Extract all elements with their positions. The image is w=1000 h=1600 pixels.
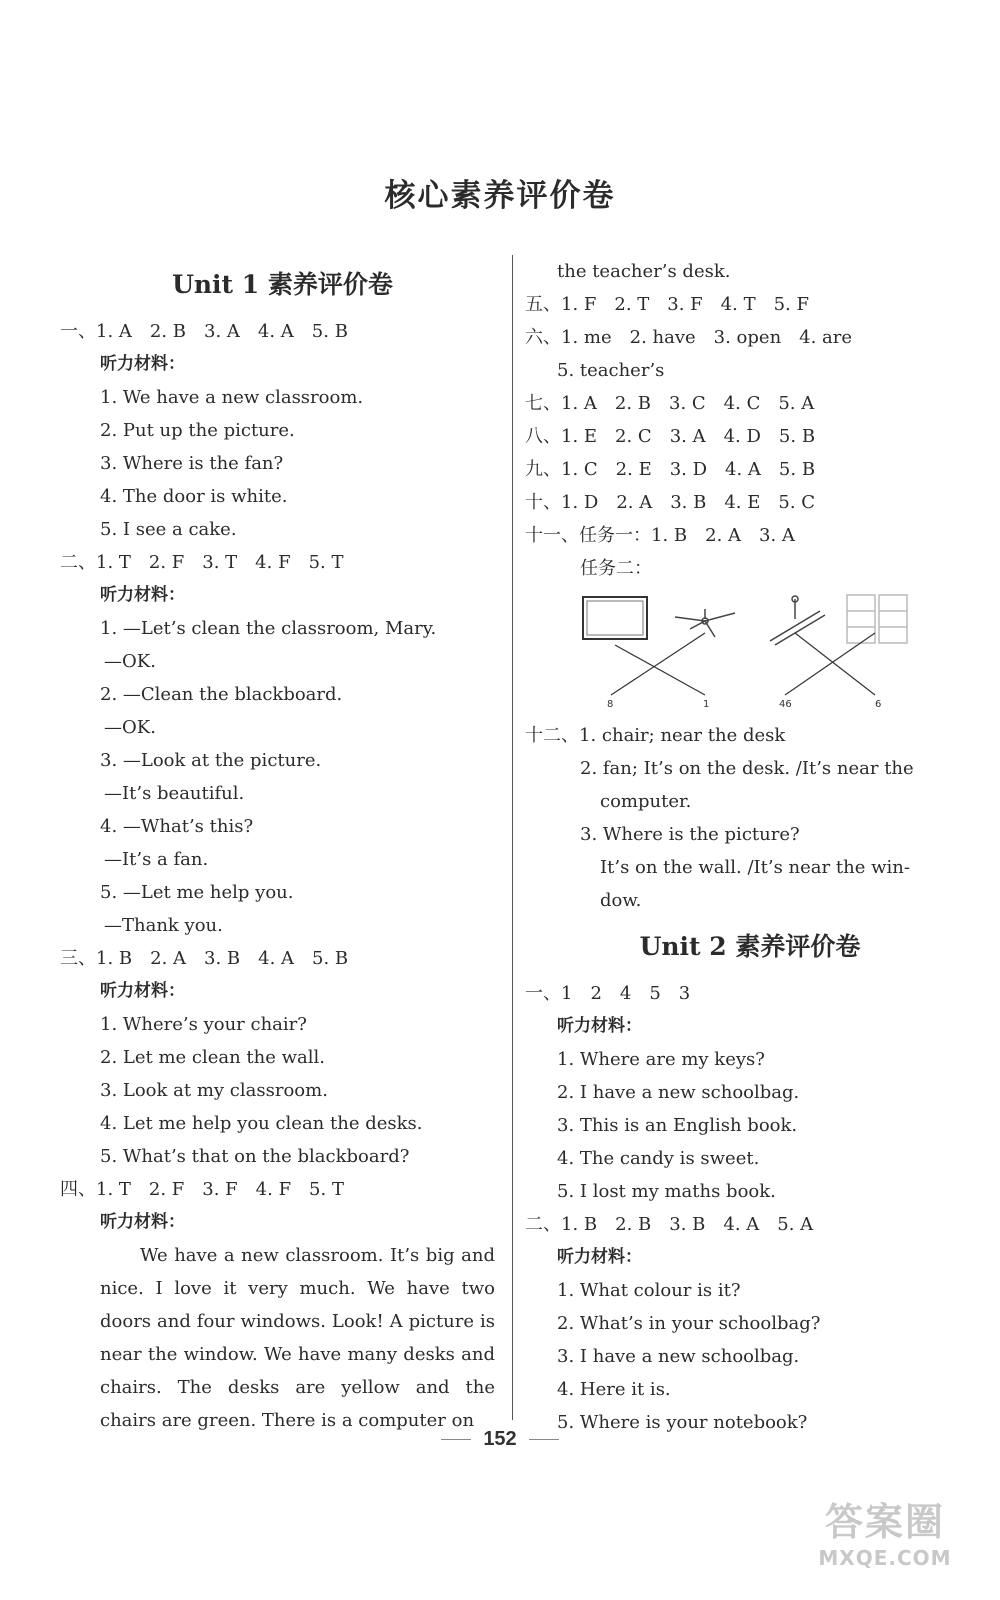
page-number-text: 152 bbox=[483, 1428, 517, 1450]
list-item: 3. I have a new schoolbag. bbox=[557, 1346, 800, 1367]
answer-row: 六、1. me 2. have 3. open 4. are bbox=[525, 327, 853, 348]
list-item: 4. The door is white. bbox=[100, 486, 288, 507]
watermark-logo: 答案圈 bbox=[824, 1500, 945, 1544]
faded-image bbox=[847, 595, 907, 643]
list-item: 2. Put up the picture. bbox=[100, 420, 295, 441]
list-item: 5. I see a cake. bbox=[100, 519, 237, 540]
answer-row: 5. teacher’s bbox=[557, 360, 665, 381]
list-item: 3. Where is the fan? bbox=[100, 453, 284, 474]
watermark-url: MXQE.COM bbox=[818, 1546, 952, 1570]
column-divider bbox=[512, 255, 513, 1420]
list-item: —OK. bbox=[104, 651, 156, 672]
list-item: 2. Let me clean the wall. bbox=[100, 1047, 326, 1068]
blackboard-icon bbox=[583, 597, 647, 639]
list-item: 2. —Clean the blackboard. bbox=[100, 684, 343, 705]
answer-row: 十一、任务一：1. B 2. A 3. A bbox=[525, 525, 795, 546]
list-item: 5. —Let me help you. bbox=[100, 882, 294, 903]
list-item: 5. Where is your notebook? bbox=[557, 1412, 808, 1433]
list-item: 4. Here it is. bbox=[557, 1379, 671, 1400]
figure-label: 1 bbox=[703, 699, 710, 709]
answer-row: 四、1. T 2. F 3. F 4. F 5. T bbox=[60, 1179, 344, 1200]
answer-row: 十二、1. chair; near the desk bbox=[525, 725, 786, 746]
list-item: 3. Where is the picture? bbox=[580, 824, 800, 845]
answer-row: 十、1. D 2. A 3. B 4. E 5. C bbox=[525, 492, 816, 513]
list-item: 2. What’s in your schoolbag? bbox=[557, 1313, 821, 1334]
list-item: 3. This is an English book. bbox=[557, 1115, 798, 1136]
dash-right bbox=[529, 1439, 559, 1440]
listening-label: 听力材料： bbox=[557, 1016, 642, 1036]
page-number bbox=[0, 1428, 1000, 1451]
page-title: 核心素养评价卷 bbox=[384, 178, 616, 214]
list-item: 3. Look at my classroom. bbox=[100, 1080, 328, 1101]
list-item: It’s on the wall. /It’s near the win- bbox=[600, 857, 910, 878]
list-item: 4. Let me help you clean the desks. bbox=[100, 1113, 423, 1134]
unit2-title: Unit 2 素养评价卷 bbox=[639, 932, 861, 961]
list-item: 2. fan; It’s on the desk. /It’s near the bbox=[580, 758, 914, 779]
answer-row: 一、1. A 2. B 3. A 4. A 5. B bbox=[60, 321, 348, 342]
list-item: —OK. bbox=[104, 717, 156, 738]
list-item: 1. —Let’s clean the classroom, Mary. bbox=[100, 618, 437, 639]
left-column bbox=[60, 255, 505, 1437]
listening-passage bbox=[60, 1239, 505, 1437]
answer-row: 五、1. F 2. T 3. F 4. T 5. F bbox=[525, 294, 809, 315]
list-item: 4. The candy is sweet. bbox=[557, 1148, 760, 1169]
list-item: 1. We have a new classroom. bbox=[100, 387, 364, 408]
list-item: the teacher’s desk. bbox=[557, 261, 731, 282]
figure-label: 8 bbox=[607, 699, 614, 709]
list-item: 5. I lost my maths book. bbox=[557, 1181, 776, 1202]
light-icon bbox=[770, 596, 825, 645]
figure-label: 6 bbox=[875, 699, 882, 709]
list-item: 1. Where are my keys? bbox=[557, 1049, 765, 1070]
listening-label: 听力材料： bbox=[100, 1212, 185, 1232]
listening-label: 听力材料： bbox=[557, 1247, 642, 1267]
answer-row: 三、1. B 2. A 3. B 4. A 5. B bbox=[60, 948, 349, 969]
listening-label: 听力材料： bbox=[100, 981, 185, 1001]
task-label: 任务二： bbox=[580, 558, 652, 579]
answer-row: 一、1 2 4 5 3 bbox=[525, 983, 691, 1004]
listening-label: 听力材料： bbox=[100, 585, 185, 605]
unit1-title: Unit 1 素养评价卷 bbox=[172, 270, 393, 299]
list-item: —It’s a fan. bbox=[104, 849, 209, 870]
matching-lines bbox=[611, 633, 875, 695]
list-item: 3. —Look at the picture. bbox=[100, 750, 322, 771]
watermark bbox=[790, 1491, 980, 1570]
list-item: 5. What’s that on the blackboard? bbox=[100, 1146, 410, 1167]
list-item: 2. I have a new schoolbag. bbox=[557, 1082, 800, 1103]
answer-row: 九、1. C 2. E 3. D 4. A 5. B bbox=[525, 459, 816, 480]
list-item: dow. bbox=[600, 890, 642, 911]
figure-label: 46 bbox=[779, 699, 792, 709]
listening-label: 听力材料： bbox=[100, 354, 185, 374]
matching-figure bbox=[575, 589, 975, 709]
answer-row: 八、1. E 2. C 3. A 4. D 5. B bbox=[525, 426, 816, 447]
list-item: 1. Where’s your chair? bbox=[100, 1014, 307, 1035]
answer-row: 二、1. T 2. F 3. T 4. F 5. T bbox=[60, 552, 344, 573]
list-item: computer. bbox=[600, 791, 692, 812]
passage-text: We have a new classroom. It’s big and nice. I love it very much. We have two doors and four windows. Look! A picture is near the window. We have many desks and chairs. The desks are yellow and the chairs are green. There is a computer on bbox=[100, 1245, 495, 1431]
list-item: 4. —What’s this? bbox=[100, 816, 254, 837]
answer-row: 七、1. A 2. B 3. C 4. C 5. A bbox=[525, 393, 815, 414]
list-item: —Thank you. bbox=[104, 915, 223, 936]
fan-icon bbox=[675, 609, 735, 637]
answer-row: 二、1. B 2. B 3. B 4. A 5. A bbox=[525, 1214, 814, 1235]
list-item: 1. What colour is it? bbox=[557, 1280, 741, 1301]
dash-left bbox=[441, 1439, 471, 1440]
right-column bbox=[525, 255, 975, 1439]
list-item: —It’s beautiful. bbox=[104, 783, 245, 804]
